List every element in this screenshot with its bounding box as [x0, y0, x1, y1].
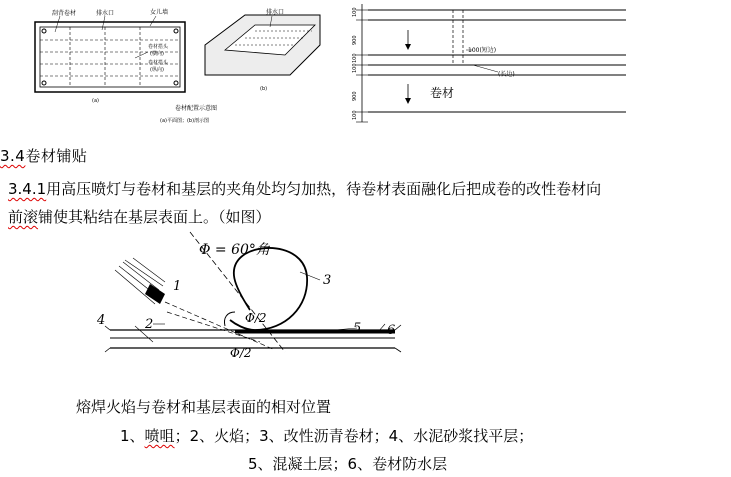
- fig-title: 卷材配置示意图: [175, 105, 218, 112]
- num-5: 5: [353, 321, 362, 336]
- roof-section-figure: [160, 0, 330, 135]
- legend-line-1: [120, 425, 533, 446]
- section-heading: [0, 145, 87, 166]
- half-angle-2: Φ/2: [230, 346, 252, 360]
- num-4: 4: [97, 313, 106, 328]
- dim-5: 100: [352, 110, 358, 120]
- para-line-2a: 前滚: [8, 208, 39, 226]
- para-line-1: 用高压喷灯与卷材和基层的夹角处均匀加热，待卷材表面融化后把成卷的改性卷材向: [46, 180, 602, 198]
- label-lap-short-sub: (纵向): [150, 67, 164, 73]
- fig-subtitle: (a)平面图；(b)剖示图: [160, 118, 210, 124]
- section-paragraph: [8, 175, 723, 231]
- label-lap-short: 卷材搭头: [148, 60, 169, 66]
- heading-number: 3.4: [0, 147, 26, 165]
- dim-4: 900: [352, 91, 358, 101]
- roof-plan-figure: [30, 0, 190, 115]
- label-lap-short-edge: 100(短边): [468, 47, 497, 54]
- label-parapet: 女儿墙: [150, 9, 169, 16]
- num-2: 2: [145, 317, 154, 332]
- dim-3: 100: [352, 63, 358, 73]
- dimension-labels: [352, 7, 358, 120]
- label-lap-long-sub: (横向): [150, 51, 164, 57]
- num-6: 6: [387, 323, 396, 338]
- label-lap-long: 卷材搭头: [148, 44, 169, 50]
- legend-1a: 1、: [120, 427, 145, 445]
- para-line-2b: 铺使其粘结在基层表面上。（如图）: [38, 208, 271, 226]
- dim-1: 900: [352, 35, 358, 45]
- num-3: 3: [323, 273, 332, 288]
- label-reinforce: 刮背卷材: [52, 10, 77, 17]
- para-number: 3.4.1: [8, 180, 47, 198]
- dim-0: 100: [352, 7, 358, 17]
- diagram-caption: 熔焊火焰与卷材和基层表面的相对位置: [76, 398, 332, 416]
- dim-2: 100: [352, 53, 358, 63]
- half-angle-1: Φ/2: [245, 311, 267, 325]
- membrane-layout-figure: [348, 0, 628, 125]
- torch-diagram: [95, 232, 415, 392]
- heading-text: 卷材铺贴: [25, 147, 88, 165]
- num-1: 1: [173, 279, 182, 294]
- legend-1c: ；2、火焰；3、改性沥青卷材；4、水泥砂浆找平层；: [174, 427, 534, 445]
- angle-label: Φ = 60°角: [199, 242, 270, 258]
- label-lap-long-edge: (长边): [498, 71, 515, 78]
- label-drain-b: 排水口: [266, 9, 285, 16]
- label-sub-a: (a): [92, 98, 99, 104]
- label-material: 卷材: [430, 86, 455, 100]
- label-sub-b: (b): [260, 86, 268, 92]
- label-drain: 排水口: [96, 10, 115, 17]
- legend-line-2: 5、混凝土层；6、卷材防水层: [248, 455, 448, 473]
- legend-1b: 喷咀: [144, 427, 175, 445]
